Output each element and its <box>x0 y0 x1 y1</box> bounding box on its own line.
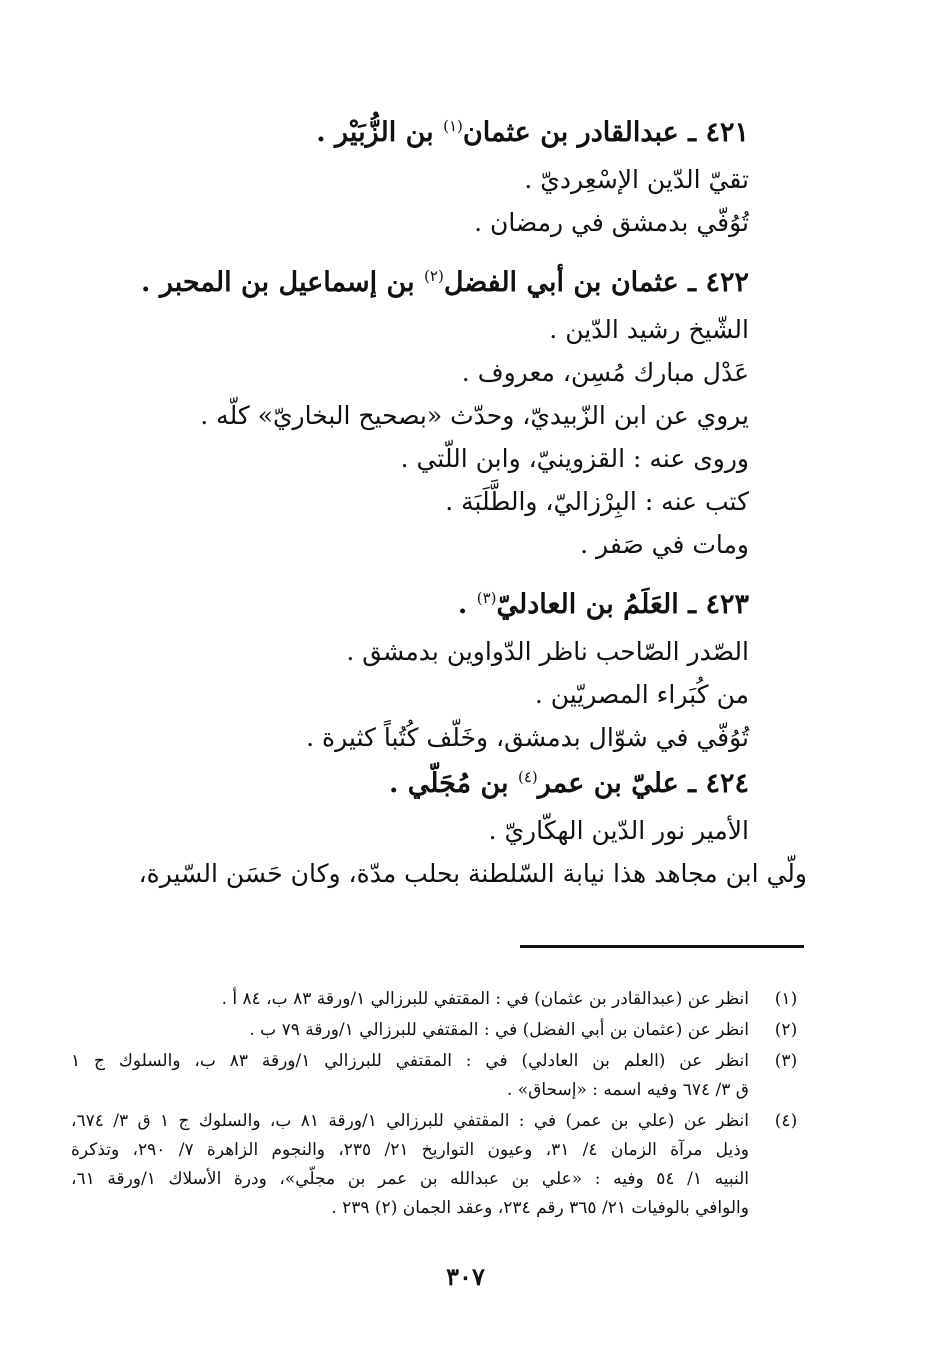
entry-title <box>49 108 749 158</box>
entry-line: عَدْل مبارك مُسِن، معروف . <box>461 358 749 387</box>
entry-line: كتب عنه : البِرْزاليّ، والطَّلَبَة . <box>445 487 749 516</box>
entry-title-text: ٤٢٣ ـ العَلَمُ بن العادليّ <box>496 589 749 620</box>
footnote-number: (٢) <box>774 1020 798 1040</box>
entry-title <box>49 258 749 308</box>
entry-title-text: بن الزُّبَيْر . <box>316 117 444 148</box>
biography-entry-423 <box>49 580 749 759</box>
entry-line: الصّدر الصّاحب ناظر الدّواوين بدمشق . <box>346 637 749 666</box>
footnote-4 <box>71 1107 811 1223</box>
biography-entry-422 <box>49 258 749 566</box>
footnote-text <box>71 1047 749 1105</box>
footnotes <box>71 985 811 1225</box>
footnote-3 <box>71 1047 811 1105</box>
entry-line: الأمير نور الدّين الهكّاريّ . <box>488 816 749 845</box>
entry-line: تُوُفّي بدمشق في رمضان . <box>474 208 749 237</box>
footnote-line: ق ٣/ ٦٧٤ وفيه اسمه : «إسحاق» . <box>506 1080 749 1100</box>
entry-title-text: ٤٢٢ ـ عثمان بن أبي الفضل <box>443 267 749 298</box>
footnote-text <box>71 1107 749 1223</box>
entry-line: الشّيخ رشيد الدّين . <box>549 315 749 344</box>
biography-entry-424 <box>49 759 749 852</box>
entry-line: تُوُفّي في شوّال بدمشق، وخَلّف كُتُباً كثيرة . <box>306 723 749 752</box>
footnote-line: انظر عن (عثمان بن أبي الفضل) في : المقتفي للبرزالي ١/ورقة ٧٩ ب . <box>249 1020 749 1040</box>
footnote-line: النبيه ١/ ٥٤ وفيه : «علي بن عبدالله بن عمر بن مجلّي»، ودرة الأسلاك ١/ورقة ٦١، <box>71 1169 750 1189</box>
entry-title <box>49 759 749 809</box>
entry-line: ومات في صَفر . <box>580 530 749 559</box>
footnote-marker[interactable]: (٤) <box>517 768 538 786</box>
entry-title-text: ٤٢١ ـ عبدالقادر بن عثمان <box>462 117 749 148</box>
entry-title-text: بن مُجَلّي . <box>388 768 518 799</box>
footnote-number: (٣) <box>774 1051 798 1071</box>
footnote-1 <box>71 985 811 1014</box>
footnote-separator <box>520 945 804 948</box>
footnote-line: انظر عن (العلم بن العادلي) في : المقتفي للبرزالي ١/ورقة ٨٣ ب، والسلوك ج ١ <box>71 1051 749 1071</box>
entry-title <box>49 580 749 630</box>
footnote-number: (٤) <box>774 1111 798 1131</box>
page-number: ٣٠٧ <box>446 1262 485 1291</box>
footnote-line: وذيل مرآة الزمان ٤/ ٣١، وعيون التواريخ ٢١/ ٢٣٥، والنجوم الزاهرة ٧/ ٢٩٠، وتذكرة <box>71 1140 749 1160</box>
footnote-2 <box>71 1016 811 1045</box>
entry-line: تقيّ الدّين الإسْعِرديّ . <box>524 165 749 194</box>
main-text <box>49 108 807 888</box>
footnote-marker[interactable]: (٣) <box>476 589 497 607</box>
footnote-line: انظر عن (عبدالقادر بن عثمان) في : المقتفي للبرزالي ١/ورقة ٨٣ ب، ٨٤ أ . <box>221 989 749 1009</box>
footnote-marker[interactable]: (٢) <box>424 267 444 285</box>
entry-line: وروى عنه : القزوينيّ، وابن اللّتي . <box>400 444 749 473</box>
entry-title-text: . <box>457 589 477 620</box>
entry-line: من كُبَراء المصريّين . <box>534 680 749 709</box>
biography-entry-421 <box>49 108 749 244</box>
footnote-line: والوافي بالوفيات ٢١/ ٣٦٥ رقم ٢٣٤، وعقد الجمان (٢) ٢٣٩ . <box>331 1198 749 1218</box>
footnote-text <box>71 1016 749 1045</box>
entry-line: يروي عن ابن الزّبيديّ، وحدّث «بصحيح البخاريّ» كلّه . <box>200 401 749 430</box>
continuing-line: ولّي ابن مجاهد هذا نيابة السّلطنة بحلب مدّة، وكان حَسَن السّيرة، <box>138 859 807 888</box>
footnote-text <box>71 985 749 1014</box>
footnote-number: (١) <box>774 989 798 1009</box>
footnote-marker[interactable]: (١) <box>443 117 463 135</box>
entry-title-text: بن إسماعيل بن المحبر . <box>141 267 425 298</box>
entry-title-text: ٤٢٤ ـ عليّ بن عمر <box>537 768 749 799</box>
footnote-line: انظر عن (علي بن عمر) في : المقتفي للبرزالي ١/ورقة ٨١ ب، والسلوك ج ١ ق ٣/ ٦٧٤، <box>71 1111 750 1131</box>
